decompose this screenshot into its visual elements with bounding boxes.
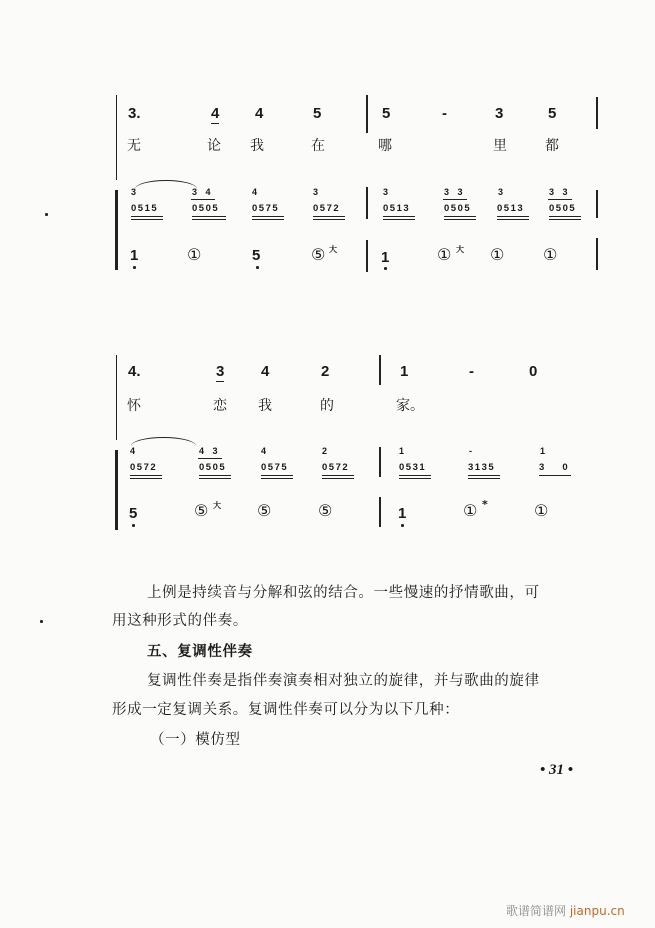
melody-note: 4. [128, 363, 141, 380]
bass-note: 5 [252, 247, 261, 264]
double-underline [131, 219, 163, 220]
watermark-cn: 歌谱简谱网 [506, 904, 567, 918]
double-underline [199, 478, 231, 479]
double-underline [192, 216, 226, 217]
acc-lower: 3 0 [539, 462, 570, 473]
acc-upper: 4 [130, 446, 139, 456]
barline [379, 497, 381, 527]
double-underline [444, 216, 476, 217]
acc-upper: 3 [383, 187, 392, 197]
paragraph-line: 上例是持续音与分解和弦的结合。一些慢速的抒情歌曲，可 [147, 585, 540, 601]
mark-da: 大 [213, 501, 221, 510]
underline [443, 199, 467, 200]
bass-circled-note: ① [490, 245, 505, 264]
mark-star: * [482, 498, 488, 511]
barline [366, 95, 368, 133]
double-underline [399, 475, 431, 476]
double-underline [313, 216, 345, 217]
double-underline [549, 216, 581, 217]
mark-da: 大 [456, 245, 464, 254]
bass-note: 1 [398, 505, 407, 522]
acc-lower: 0505 [549, 203, 577, 214]
double-underline [261, 475, 293, 476]
tie [135, 180, 197, 189]
acc-lower: 0572 [313, 203, 341, 214]
watermark [506, 902, 625, 919]
double-underline [468, 475, 500, 476]
paragraph-line: 形成一定复调关系。复调性伴奏可以分为以下几种： [112, 702, 460, 718]
paragraph-line: 复调性伴奏是指伴奏演奏相对独立的旋律，并与歌曲的旋律 [147, 673, 540, 689]
low-octave-dot [384, 267, 387, 270]
acc-lower: 0505 [444, 203, 472, 214]
acc-upper: 1 [399, 446, 408, 456]
system-line [116, 355, 117, 440]
double-underline [261, 478, 293, 479]
acc-lower: 3135 [468, 462, 496, 473]
double-underline [130, 475, 162, 476]
barline [379, 447, 381, 477]
speck [40, 620, 43, 623]
acc-upper: 3 4 [192, 187, 214, 197]
low-octave-dot [256, 266, 259, 269]
lyric: 的 [320, 398, 334, 414]
acc-lower: 0575 [252, 203, 280, 214]
acc-upper: 4 3 [199, 446, 221, 456]
lyric: 哪 [378, 138, 392, 154]
double-underline [444, 219, 476, 220]
bass-circled-note: ⑤ [311, 245, 326, 264]
melody-note: 4 [261, 363, 270, 380]
page-number: • 31 • [540, 762, 574, 778]
mark-da: 大 [329, 245, 337, 254]
double-underline [497, 216, 529, 217]
melody-note: - [442, 105, 447, 122]
melody-note: 4 [211, 105, 220, 122]
acc-lower: 0575 [261, 462, 289, 473]
tie [131, 437, 196, 446]
double-underline [497, 219, 529, 220]
double-underline [192, 219, 226, 220]
barline [379, 355, 381, 385]
acc-upper: 4 [252, 187, 261, 197]
double-underline [383, 216, 415, 217]
underline [539, 475, 571, 476]
underline [216, 381, 224, 382]
system-line [116, 95, 117, 180]
bass-note: 5 [129, 505, 138, 522]
acc-upper: 3 3 [549, 187, 571, 197]
bass-note: 1 [130, 247, 139, 264]
melody-note: 3 [216, 363, 225, 380]
double-underline [131, 216, 163, 217]
acc-lower: 0505 [192, 203, 220, 214]
double-underline [130, 478, 162, 479]
double-underline [199, 475, 231, 476]
paragraph-line: 用这种形式的伴奏。 [112, 613, 248, 629]
bass-circled-note: ① [437, 245, 452, 264]
double-underline [549, 219, 581, 220]
melody-note: 3 [495, 105, 504, 122]
double-underline [322, 475, 354, 476]
acc-lower: 0515 [131, 203, 159, 214]
melody-note: 5 [313, 105, 322, 122]
bass-circled-note: ⑤ [257, 501, 272, 520]
double-underline [252, 219, 284, 220]
bass-circled-note: ① [187, 245, 202, 264]
bass-circled-note: ① [543, 245, 558, 264]
lyric: 里 [493, 138, 507, 154]
melody-note: 5 [382, 105, 391, 122]
lyric: 论 [207, 138, 221, 154]
acc-lower: 0513 [497, 203, 525, 214]
acc-upper: 3 3 [444, 187, 466, 197]
lyric: 都 [545, 138, 559, 154]
acc-upper: 4 [261, 446, 270, 456]
acc-lower: 0505 [199, 462, 227, 473]
barline [366, 240, 368, 272]
brace [115, 450, 118, 530]
double-underline [313, 219, 345, 220]
lyric: 家。 [396, 398, 424, 414]
double-underline [322, 478, 354, 479]
barline [596, 97, 598, 129]
acc-upper: 3 [313, 187, 322, 197]
melody-note: 2 [321, 363, 330, 380]
acc-upper: 1 [540, 446, 549, 456]
bass-circled-note: ⑤ [318, 501, 333, 520]
melody-note: 4 [255, 105, 264, 122]
bass-circled-note: ⑤ [194, 501, 209, 520]
low-octave-dot [401, 524, 404, 527]
melody-note: 5 [548, 105, 557, 122]
lyric: 恋 [213, 398, 227, 414]
lyric: 我 [258, 398, 272, 414]
barline [366, 187, 368, 219]
bass-circled-note: ① [534, 501, 549, 520]
acc-lower: 0572 [130, 462, 158, 473]
barline [596, 190, 598, 218]
underline [191, 199, 215, 200]
double-underline [383, 219, 415, 220]
melody-note: - [469, 363, 474, 380]
subheading: （一）模仿型 [150, 732, 241, 748]
underline [548, 199, 572, 200]
acc-lower: 0513 [383, 203, 411, 214]
melody-note: 3. [128, 105, 141, 122]
acc-lower: 0531 [399, 462, 427, 473]
melody-note: 0 [529, 363, 538, 380]
double-underline [252, 216, 284, 217]
acc-lower: 0572 [322, 462, 350, 473]
acc-upper: 3 [498, 187, 507, 197]
barline [596, 238, 598, 270]
watermark-site: jianpu.cn [569, 904, 625, 918]
bass-note: 1 [381, 249, 390, 266]
lyric: 我 [250, 138, 264, 154]
underline [198, 458, 222, 459]
double-underline [399, 478, 431, 479]
brace [115, 190, 118, 270]
speck [45, 213, 48, 216]
low-octave-dot [132, 524, 135, 527]
lyric: 在 [311, 138, 325, 154]
bass-circled-note: ① [463, 501, 478, 520]
acc-upper: - [469, 446, 475, 456]
double-underline [468, 478, 500, 479]
acc-upper: 3 [131, 187, 140, 197]
acc-upper: 2 [322, 446, 331, 456]
section-heading: 五、复调性伴奏 [147, 644, 253, 660]
low-octave-dot [133, 266, 136, 269]
lyric: 无 [127, 138, 141, 154]
underline [211, 123, 219, 124]
melody-note: 1 [400, 363, 409, 380]
lyric: 怀 [127, 398, 141, 414]
